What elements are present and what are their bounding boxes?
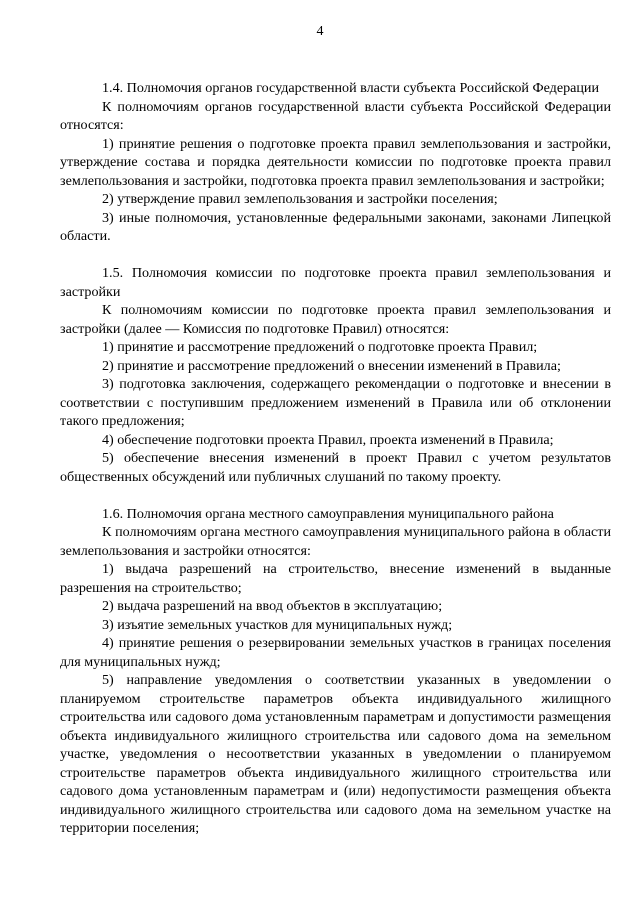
section-heading: 1.4. Полномочия органов государственной власти субъекта Российской Федерации: [102, 80, 600, 96]
section-1-6: [60, 505, 611, 838]
section-spacer: [60, 486, 611, 505]
section-1-4: [60, 79, 611, 246]
section-intro: К полномочиям органа местного самоуправления муниципального района в области землепользования и застройки относятся:: [60, 524, 611, 559]
section-intro: К полномочиям комиссии по подготовке проекта правил землепользования и застройки (далее — Комиссия по подготовке Правил) относятся:: [60, 302, 611, 337]
list-item: 2) принятие и рассмотрение предложений о внесении изменений в Правила;: [102, 357, 561, 374]
list-item: 5) направление уведомления о соответствии указанных в уведомлении о планируемом строительстве параметров объекта индивидуального жилищного строительства или садового дома установленным параметрам и допустимости размещения объекта индивидуального жилищного строительства или садового дома на земельном участке, уведомления о несоответствии указанных в уведомлении о планируемом строительстве параметров объекта индивидуального жилищного строительства или садового дома установленным параметрам и (или) недопустимости размещения объекта индивидуального жилищного строительства или садового дома на земельном участке на территории поселения;: [60, 672, 611, 836]
list-item: 4) принятие решения о резервировании земельных участков в границах поселения для муниципальных нужд;: [60, 635, 611, 670]
list-item: 1) принятие и рассмотрение предложений о подготовке проекта Правил;: [102, 339, 538, 355]
list-item: 5) обеспечение внесения изменений в проект Правил с учетом результатов общественных обсуждений или публичных слушаний по такому проекту.: [60, 450, 611, 485]
page-number: 4: [316, 24, 324, 39]
list-item: 2) выдача разрешений на ввод объектов в эксплуатацию;: [102, 598, 443, 614]
list-item: 2) утверждение правил землепользования и застройки поселения;: [102, 191, 498, 207]
list-item: 3) подготовка заключения, содержащего рекомендации о подготовке и внесении в соответствии с поступившим предложением изменений в Правила или об отклонении такого предложения;: [60, 376, 611, 429]
section-spacer: [60, 246, 611, 265]
section-1-5: [60, 264, 611, 486]
list-item: 1) выдача разрешений на строительство, внесение изменений в выданные разрешения на строительство;: [60, 561, 611, 596]
list-item: 3) иные полномочия, установленные федеральными законами, законами Липецкой области.: [60, 209, 611, 244]
list-item: 1) принятие решения о подготовке проекта правил землепользования и застройки, утверждение состава и порядка деятельности комиссии по подготовке проекта правил землепользования и застройки, подготовка проекта правил землепользования и застройки;: [60, 135, 611, 189]
list-item: 3) изъятие земельных участков для муниципальных нужд;: [102, 616, 453, 633]
section-heading: 1.5. Полномочия комиссии по подготовке проекта правил землепользования и застройки: [60, 265, 611, 300]
section-heading: 1.6. Полномочия органа местного самоуправления муниципального района: [102, 505, 554, 522]
document-body: [60, 79, 611, 838]
section-intro: К полномочиям органов государственной власти субъекта Российской Федерации относятся:: [60, 98, 611, 133]
list-item: 4) обеспечение подготовки проекта Правил, проекта изменений в Правила;: [102, 431, 554, 448]
